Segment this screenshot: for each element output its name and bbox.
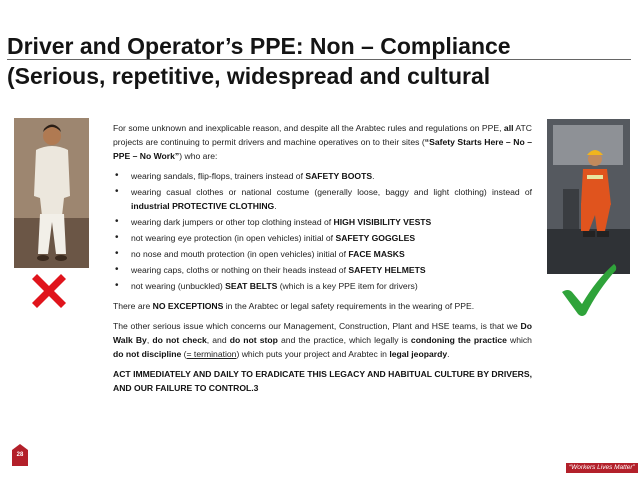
title-line-1: Driver and Operator’s PPE: Non – Compliance xyxy=(7,33,511,59)
exceptions-paragraph: There are NO EXCEPTIONS in the Arabtec or legal safety requirements in the wearing of PPE. xyxy=(113,301,475,311)
non-compliant-photo xyxy=(14,118,89,268)
green-check-icon xyxy=(560,262,618,318)
list-item: • no nose and mouth protection (in open vehicles) initial of FACE MASKS xyxy=(113,247,532,261)
non-compliance-list xyxy=(113,169,532,293)
concern-paragraph: The other serious issue which concerns our Management, Construction, Plant and HSE teams, is that we Do Walk By, do not check, and do not stop and the practice, which legally is condoning the practice which do not discipline (= termination) which puts your project and Arabtec in legal jeopardy. xyxy=(113,321,532,359)
red-x-icon xyxy=(28,270,70,312)
intro-text-3: ) who are: xyxy=(179,151,218,161)
title-divider xyxy=(7,59,631,60)
slide-body xyxy=(113,121,532,401)
intro-text-2: ATC projects are continuing to permit drivers and machine operatives on to their sites ( xyxy=(113,123,532,147)
intro-all: all xyxy=(503,123,514,133)
list-item: • wearing dark jumpers or other top clothing instead of HIGH VISIBILITY VESTS xyxy=(113,215,532,229)
compliant-photo xyxy=(547,119,630,274)
list-item: • wearing sandals, flip-flops, trainers instead of SAFETY BOOTS. xyxy=(113,169,532,183)
footer-tagline: “Workers Lives Matter” xyxy=(566,463,638,473)
list-item: • wearing casual clothes or national costume (generally loose, baggy and light clothing) instead of industrial PROTECTIVE CLOTHING. xyxy=(113,185,532,213)
intro-text-1: For some unknown and inexplicable reason, and despite all the Arabtec rules and regulations on PPE, xyxy=(113,123,504,133)
list-item: • not wearing eye protection (in open vehicles) initial of SAFETY GOGGLES xyxy=(113,231,532,245)
slide-title xyxy=(7,31,632,91)
list-item: • wearing caps, cloths or nothing on their heads instead of SAFETY HELMETS xyxy=(113,263,532,277)
list-item: • not wearing (unbuckled) SEAT BELTS (which is a key PPE item for drivers) xyxy=(113,279,532,293)
page-number: 28 xyxy=(16,452,24,458)
title-line-2: (Serious, repetitive, widespread and cultural xyxy=(7,63,491,89)
intro-slogan: “Safety Starts Here – No – PPE – No Work” xyxy=(113,137,532,161)
intro-paragraph xyxy=(113,121,532,163)
call-to-action: ACT IMMEDIATELY AND DAILY TO ERADICATE THIS LEGACY AND HABITUAL CULTURE BY DRIVERS, AND OUR FAILURE TO CONTROL.3 xyxy=(113,369,532,393)
